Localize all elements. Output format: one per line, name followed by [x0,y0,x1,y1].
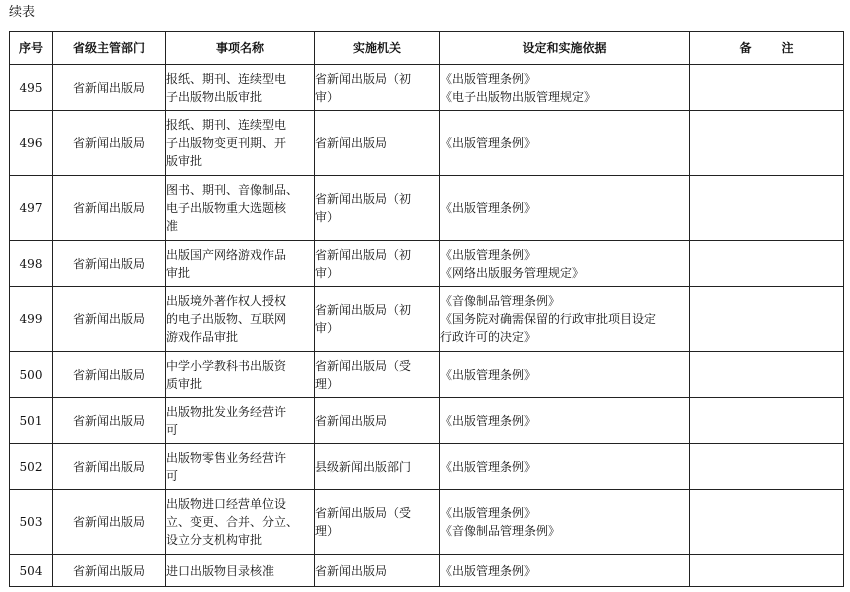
row-item-name: 图书、期刊、音像制品、 电子出版物重大选题核 准 [166,176,315,241]
table-row [10,444,844,490]
row-item-name: 中学小学教科书出版资 质审批 [166,352,315,398]
row-number: 503 [10,490,53,555]
row-department: 省新闻出版局 [53,352,166,398]
row-agency: 省新闻出版局 [315,111,440,176]
table-row [10,111,844,176]
row-legal-basis: 《出版管理条例》 [440,398,690,444]
row-number: 498 [10,241,53,287]
table-caption: 续表 [9,5,36,20]
header-implementing-agency: 实施机关 [315,32,440,65]
row-remark [690,490,844,555]
row-department: 省新闻出版局 [53,176,166,241]
row-agency: 省新闻出版局（初 审） [315,65,440,111]
row-item-name: 出版境外著作权人授权 的电子出版物、互联网 游戏作品审批 [166,287,315,352]
row-remark [690,398,844,444]
table-header-row [10,32,844,65]
row-department: 省新闻出版局 [53,444,166,490]
header-remarks: 备注 [690,32,844,65]
row-department: 省新闻出版局 [53,111,166,176]
row-remark [690,555,844,587]
row-department: 省新闻出版局 [53,241,166,287]
row-agency: 省新闻出版局（受 理） [315,352,440,398]
row-remark [690,111,844,176]
row-item-name: 报纸、期刊、连续型电 子出版物出版审批 [166,65,315,111]
table-row [10,352,844,398]
header-serial-number: 序号 [10,32,53,65]
row-item-name: 出版国产网络游戏作品 审批 [166,241,315,287]
row-number: 504 [10,555,53,587]
row-item-name: 进口出版物目录核准 [166,555,315,587]
row-legal-basis: 《出版管理条例》 [440,352,690,398]
header-legal-basis: 设定和实施依据 [440,32,690,65]
row-remark [690,65,844,111]
row-department: 省新闻出版局 [53,555,166,587]
row-remark [690,241,844,287]
row-department: 省新闻出版局 [53,287,166,352]
row-legal-basis: 《音像制品管理条例》 《国务院对确需保留的行政审批项目设定 行政许可的决定》 [440,287,690,352]
row-legal-basis: 《出版管理条例》 [440,111,690,176]
row-item-name: 报纸、期刊、连续型电 子出版物变更刊期、开 版审批 [166,111,315,176]
row-number: 496 [10,111,53,176]
row-legal-basis: 《出版管理条例》 《网络出版服务管理规定》 [440,241,690,287]
row-remark [690,287,844,352]
row-agency: 省新闻出版局（初 审） [315,241,440,287]
row-agency: 省新闻出版局 [315,555,440,587]
table-row [10,176,844,241]
row-remark [690,176,844,241]
row-agency: 省新闻出版局（初 审） [315,287,440,352]
row-item-name: 出版物批发业务经营许 可 [166,398,315,444]
row-department: 省新闻出版局 [53,490,166,555]
row-legal-basis: 《出版管理条例》 《音像制品管理条例》 [440,490,690,555]
header-department: 省级主管部门 [53,32,166,65]
row-agency: 省新闻出版局（初 审） [315,176,440,241]
row-department: 省新闻出版局 [53,65,166,111]
row-number: 501 [10,398,53,444]
table-row [10,398,844,444]
table-row [10,65,844,111]
row-department: 省新闻出版局 [53,398,166,444]
row-legal-basis: 《出版管理条例》 [440,555,690,587]
row-number: 495 [10,65,53,111]
row-agency: 省新闻出版局 [315,398,440,444]
row-legal-basis: 《出版管理条例》 [440,444,690,490]
table-row [10,287,844,352]
table-row [10,241,844,287]
row-remark [690,444,844,490]
row-legal-basis: 《出版管理条例》 [440,176,690,241]
approval-items-table [9,31,844,587]
row-number: 497 [10,176,53,241]
row-agency: 省新闻出版局（受 理） [315,490,440,555]
row-number: 500 [10,352,53,398]
table-row [10,555,844,587]
header-item-name: 事项名称 [166,32,315,65]
row-agency: 县级新闻出版部门 [315,444,440,490]
row-item-name: 出版物进口经营单位设 立、变更、合并、分立、 设立分支机构审批 [166,490,315,555]
row-legal-basis: 《出版管理条例》 《电子出版物出版管理规定》 [440,65,690,111]
row-item-name: 出版物零售业务经营许 可 [166,444,315,490]
row-number: 502 [10,444,53,490]
row-number: 499 [10,287,53,352]
row-remark [690,352,844,398]
table-row [10,490,844,555]
